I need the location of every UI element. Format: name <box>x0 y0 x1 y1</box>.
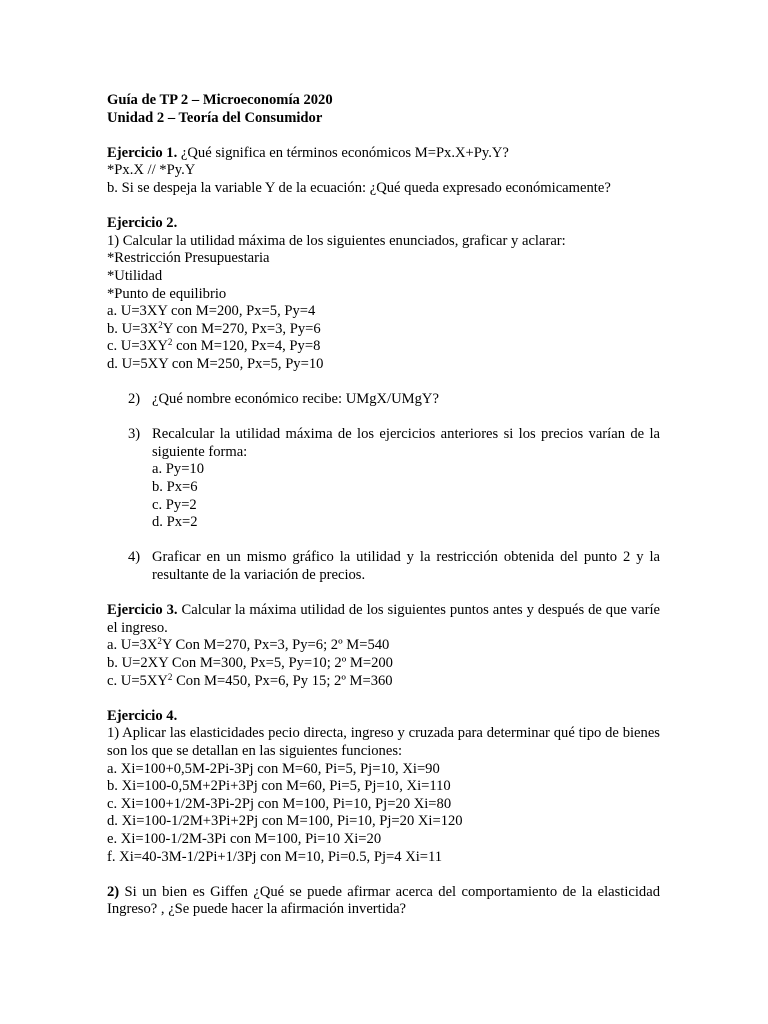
page-subtitle: Unidad 2 – Teoría del Consumidor <box>107 109 323 126</box>
ex1-line3: b. Si se despeja la variable Y de la ecuación: ¿Qué queda expresado económicamente? <box>107 179 611 196</box>
ex2-q3-item: a. Py=10 <box>152 461 205 478</box>
ex2-question-2: 2) ¿Qué nombre económico recibe: UMgX/UMgY? <box>128 391 439 408</box>
ex2-q3-item: b. Px=6 <box>152 479 198 496</box>
ex2-bullet: *Restricción Presupuestaria <box>107 250 270 267</box>
ex2-q3-item: d. Px=2 <box>152 514 198 531</box>
ex4-heading: Ejercicio 4. <box>107 707 178 724</box>
ex4-item: b. Xi=100-0,5M+2Pi+3Pj con M=60, Pi=5, Pj=10, Xi=110 <box>107 778 451 795</box>
ex4-item: d. Xi=100-1/2M+3Pi+2Pj con M=100, Pi=10, Pj=20 Xi=120 <box>107 813 463 830</box>
ex3-item-b: b. U=2XY Con M=300, Px=5, Py=10; 2º M=200 <box>107 655 393 671</box>
ex3-item-a: a. $U=3X^2Y$ Con M=270, Px=3, Py=6; 2º M=540 <box>107 636 390 654</box>
ex2-question-4: 4) Graficar en un mismo gráfico la utilidad y la restricción obtenida del punto 2 y la resultante de la variación de precios. <box>128 549 660 584</box>
ex4-item: f. Xi=40-3M-1/2Pi+1/3Pj con M=10, Pi=0.5, Pj=4 Xi=11 <box>107 848 443 865</box>
ex3-intro: Ejercicio 3. Calcular la máxima utilidad de los siguientes puntos antes y después de que varíe el ingreso. <box>107 602 660 636</box>
ex2-item-d: d. U=5XY con M=250, Px=5, Py=10 <box>107 355 324 372</box>
ex1-question: Ejercicio 1. ¿Qué significa en términos económicos M=Px.X+Py.Y? <box>107 144 509 161</box>
ex4-item: a. Xi=100+0,5M-2Pi-3Pj con M=60, Pi=5, Pj=10, Xi=90 <box>107 760 440 777</box>
ex2-intro: 1) Calcular la utilidad máxima de los siguientes enunciados, graficar y aclarar: <box>107 232 566 249</box>
ex3-item-c: c. $U=5XY^2$ Con M=450, Px=6, Py 15; 2º M=360 <box>107 671 393 689</box>
ex4-item: e. Xi=100-1/2M-3Pi con M=100, Pi=10 Xi=20 <box>107 830 382 847</box>
ex4-q2-label: 2) <box>107 883 120 900</box>
ex4-item: c. Xi=100+1/2M-3Pi-2Pj con M=100, Pi=10, Pj=20 Xi=80 <box>107 795 452 812</box>
ex2-question-3: 3) Recalcular la utilidad máxima de los ejercicios anteriores si los precios varían de la siguiente forma: a. Py=10 b. Px=6 c. Py=2 d. Px=2 <box>128 426 660 531</box>
ex2-bullet: *Punto de equilibrio <box>107 285 227 302</box>
ex1-heading: Ejercicio 1. <box>107 144 178 161</box>
ex2-q3-item: c. Py=2 <box>152 496 197 513</box>
ex4-question-2: 2) Si un bien es Giffen ¿Qué se puede afirmar acerca del comportamiento de la elasticidad Ingreso? , ¿Se puede hacer la afirmación invertida? <box>107 883 660 918</box>
ex2-heading: Ejercicio 2. <box>107 215 178 232</box>
ex2-item-c: c. $U=3XY^2$ con M=120, Px=4, Py=8 <box>107 337 321 355</box>
ex2-bullet: *Utilidad <box>107 267 163 284</box>
ex2-item-a: a. U=3XY con M=200, Px=5, Py=4 <box>107 303 316 320</box>
ex2-item-b: b. $U=3X^2Y$ con M=270, Px=3, Py=6 <box>107 319 321 337</box>
page-title: Guía de TP 2 – Microeconomía 2020 <box>107 92 333 108</box>
document-body <box>107 92 660 919</box>
ex4-intro: 1) Aplicar las elasticidades pecio directa, ingreso y cruzada para determinar qué tipo de bienes son los que se detallan en las siguientes funciones: <box>107 725 660 759</box>
ex1-line2: *Px.X // *Py.Y <box>107 162 196 179</box>
ex3-heading: Ejercicio 3. <box>107 602 178 619</box>
